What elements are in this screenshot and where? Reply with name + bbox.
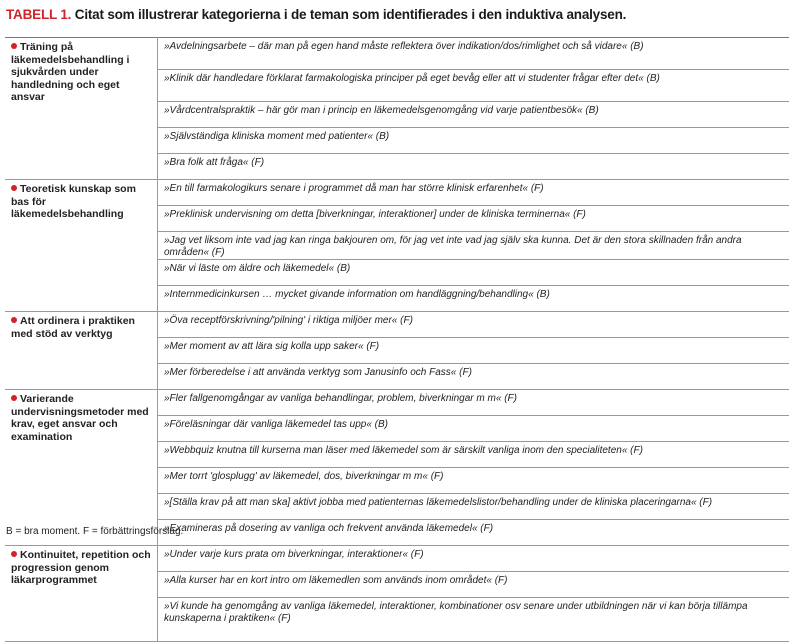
quote-cell: »Mer torrt 'glosplugg' av läkemedel, dos, biverkningar m m« (F)	[158, 468, 790, 494]
quotes-table	[5, 37, 789, 642]
quote-cell: »Jag vet liksom inte vad jag kan ringa bakjouren om, för jag vet inte vad jag själv ska kunna. Det är den stora skillnaden från andra områden« (F)	[158, 232, 790, 260]
table-row	[5, 390, 789, 416]
quote-cell: »[Ställa krav på att man ska] aktivt jobba med patienternas läkemedelslistor/behandling under de kliniska placeringarna« (F)	[158, 494, 790, 520]
table-row	[5, 312, 789, 338]
table-label: TABELL 1.	[6, 7, 72, 22]
category-cell	[5, 390, 158, 546]
quote-cell: »En till farmakologikurs senare i programmet då man har större klinisk erfarenhet« (F)	[158, 180, 790, 206]
table-footnote: B = bra moment. F = förbättringsförslag.	[6, 526, 184, 537]
quote-cell: »Mer moment av att lära sig kolla upp saker« (F)	[158, 338, 790, 364]
table-title	[6, 4, 626, 26]
category-cell	[5, 38, 158, 180]
bullet-dot-icon	[11, 551, 17, 557]
category-name: Varierande undervisningsmetoder med krav, eget ansvar och examination	[11, 393, 149, 443]
quote-cell: »Fler fallgenomgångar av vanliga behandlingar, problem, biverkningar m m« (F)	[158, 390, 790, 416]
bullet-dot-icon	[11, 185, 17, 191]
quote-cell: »Internmedicinkursen … mycket givande information om handläggning/behandling« (B)	[158, 286, 790, 312]
quote-cell: »Vi kunde ha genomgång av vanliga läkemedel, interaktioner, kombinationer osv senare under utbildningen när vi kan börja tillämpa kunskaperna i praktiken« (F)	[158, 598, 790, 642]
quote-cell: »Alla kurser har en kort intro om läkemedlen som används inom området« (F)	[158, 572, 790, 598]
category-name: Teoretisk kunskap som bas för läkemedelsbehandling	[11, 183, 136, 220]
quote-cell: »Webbquiz knutna till kurserna man läser med läkemedel som är särskilt vanliga inom den specialiteten« (F)	[158, 442, 790, 468]
quote-cell: »Föreläsningar där vanliga läkemedel tas upp« (B)	[158, 416, 790, 442]
quote-cell: »Bra folk att fråga« (F)	[158, 154, 790, 180]
bullet-dot-icon	[11, 395, 17, 401]
quote-cell: »Avdelningsarbete – där man på egen hand måste reflektera över indikation/dos/rimlighet och så vidare« (B)	[158, 38, 790, 70]
quote-cell: »Självständiga kliniska moment med patienter« (B)	[158, 128, 790, 154]
quote-cell: »Under varje kurs prata om biverkningar, interaktioner« (F)	[158, 546, 790, 572]
quote-cell: »Preklinisk undervisning om detta [biverkningar, interaktioner] under de kliniska terminerna« (F)	[158, 206, 790, 232]
quote-cell: »Vårdcentralspraktik – här gör man i princip en läkemedelsgenomgång vid varje patientbesök« (B)	[158, 102, 790, 128]
quote-cell: »Öva receptförskrivning/'pilning' i riktiga miljöer mer« (F)	[158, 312, 790, 338]
quote-cell: »När vi läste om äldre och läkemedel« (B)	[158, 260, 790, 286]
quote-cell: »Mer förberedelse i att använda verktyg som Janusinfo och Fass« (F)	[158, 364, 790, 390]
bullet-dot-icon	[11, 317, 17, 323]
category-name: Träning på läkemedelsbehandling i sjukvården under handledning och eget ansvar	[11, 41, 130, 103]
table-row	[5, 180, 789, 206]
category-cell	[5, 180, 158, 312]
quote-cell: »Klinik där handledare förklarat farmakologiska principer på eget bevåg eller att vi studenter frågar efter det« (B)	[158, 70, 790, 102]
category-name: Kontinuitet, repetition och progression genom läkarprogrammet	[11, 549, 151, 586]
bullet-dot-icon	[11, 43, 17, 49]
category-cell	[5, 546, 158, 642]
table-caption: Citat som illustrerar kategorierna i de teman som identifierades i den induktiva analysen.	[74, 7, 627, 22]
category-name: Att ordinera i praktiken med stöd av verktyg	[11, 315, 135, 340]
table-row	[5, 546, 789, 572]
table-row	[5, 38, 789, 70]
category-cell	[5, 312, 158, 390]
quote-cell: »Examineras på dosering av vanliga och frekvent använda läkemedel« (F)	[158, 520, 790, 546]
